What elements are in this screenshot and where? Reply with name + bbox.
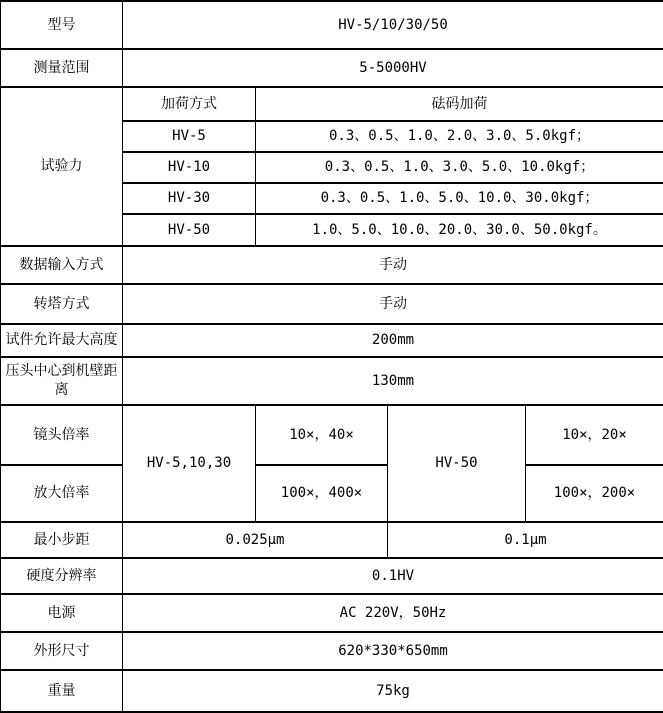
model-label: 型号: [1, 1, 123, 49]
hv10-forces: 0.3、0.5、1.0、3.0、5.0、10.0kgf；: [256, 152, 663, 183]
row-model: [1, 1, 663, 49]
min-step-label: 最小步距: [1, 522, 123, 558]
row-total-magnification: [1, 465, 663, 522]
resolution-label: 硬度分辨率: [1, 558, 123, 594]
min-step-value1: 0.025μm: [123, 522, 388, 558]
throat-label: 压头中心到机壁距离: [1, 357, 123, 405]
range-value: 5-5000HV: [123, 49, 663, 87]
dimensions-value: 620*330*650mm: [123, 632, 663, 670]
loading-mode-label: 加荷方式: [123, 87, 256, 121]
weight-label: 重量: [1, 670, 123, 712]
throat-value: 130mm: [123, 357, 663, 405]
hv30-forces: 0.3、0.5、1.0、5.0、10.0、30.0kgf；: [256, 183, 663, 214]
optics-group1-model: HV-5,10,30: [123, 405, 256, 522]
row-test-force-header: [1, 87, 663, 121]
range-label: 测量范围: [1, 49, 123, 87]
optics-group1-lens: 10×，40×: [256, 405, 388, 465]
hv5-forces: 0.3、0.5、1.0、2.0、3.0、5.0kgf；: [256, 121, 663, 152]
max-height-value: 200mm: [123, 324, 663, 357]
optics-group2-model: HV-50: [388, 405, 526, 522]
row-turret: [1, 284, 663, 324]
power-value: AC 220V，50Hz: [123, 594, 663, 632]
row-max-specimen-height: [1, 324, 663, 357]
resolution-value: 0.1HV: [123, 558, 663, 594]
magnification-label: 放大倍率: [1, 465, 123, 522]
turret-value: 手动: [123, 284, 663, 324]
loading-mode-value: 砝码加荷: [256, 87, 663, 121]
hv10-model: HV-10: [123, 152, 256, 183]
optics-group1-mag: 100×，400×: [256, 465, 388, 522]
test-force-label: 试验力: [1, 87, 123, 246]
weight-value: 75kg: [123, 670, 663, 712]
dimensions-label: 外形尺寸: [1, 632, 123, 670]
model-value: HV-5/10/30/50: [123, 1, 663, 49]
row-measuring-range: [1, 49, 663, 87]
data-input-value: 手动: [123, 246, 663, 284]
hv50-forces: 1.0、5.0、10.0、20.0、30.0、50.0kgf。: [256, 214, 663, 246]
optics-group2-mag: 100×，200×: [526, 465, 663, 522]
row-data-input: [1, 246, 663, 284]
power-label: 电源: [1, 594, 123, 632]
hv50-model: HV-50: [123, 214, 256, 246]
hv30-model: HV-30: [123, 183, 256, 214]
row-dimensions: [1, 632, 663, 670]
max-height-label: 试件允许最大高度: [1, 324, 123, 357]
optics-group2-lens: 10×，20×: [526, 405, 663, 465]
min-step-value2: 0.1μm: [388, 522, 663, 558]
row-hardness-resolution: [1, 558, 663, 594]
row-throat-depth: [1, 357, 663, 405]
data-input-label: 数据输入方式: [1, 246, 123, 284]
row-lens-magnification: [1, 405, 663, 465]
hv5-model: HV-5: [123, 121, 256, 152]
turret-label: 转塔方式: [1, 284, 123, 324]
row-min-step: [1, 522, 663, 558]
lens-label: 镜头倍率: [1, 405, 123, 465]
row-power: [1, 594, 663, 632]
row-weight: [1, 670, 663, 712]
